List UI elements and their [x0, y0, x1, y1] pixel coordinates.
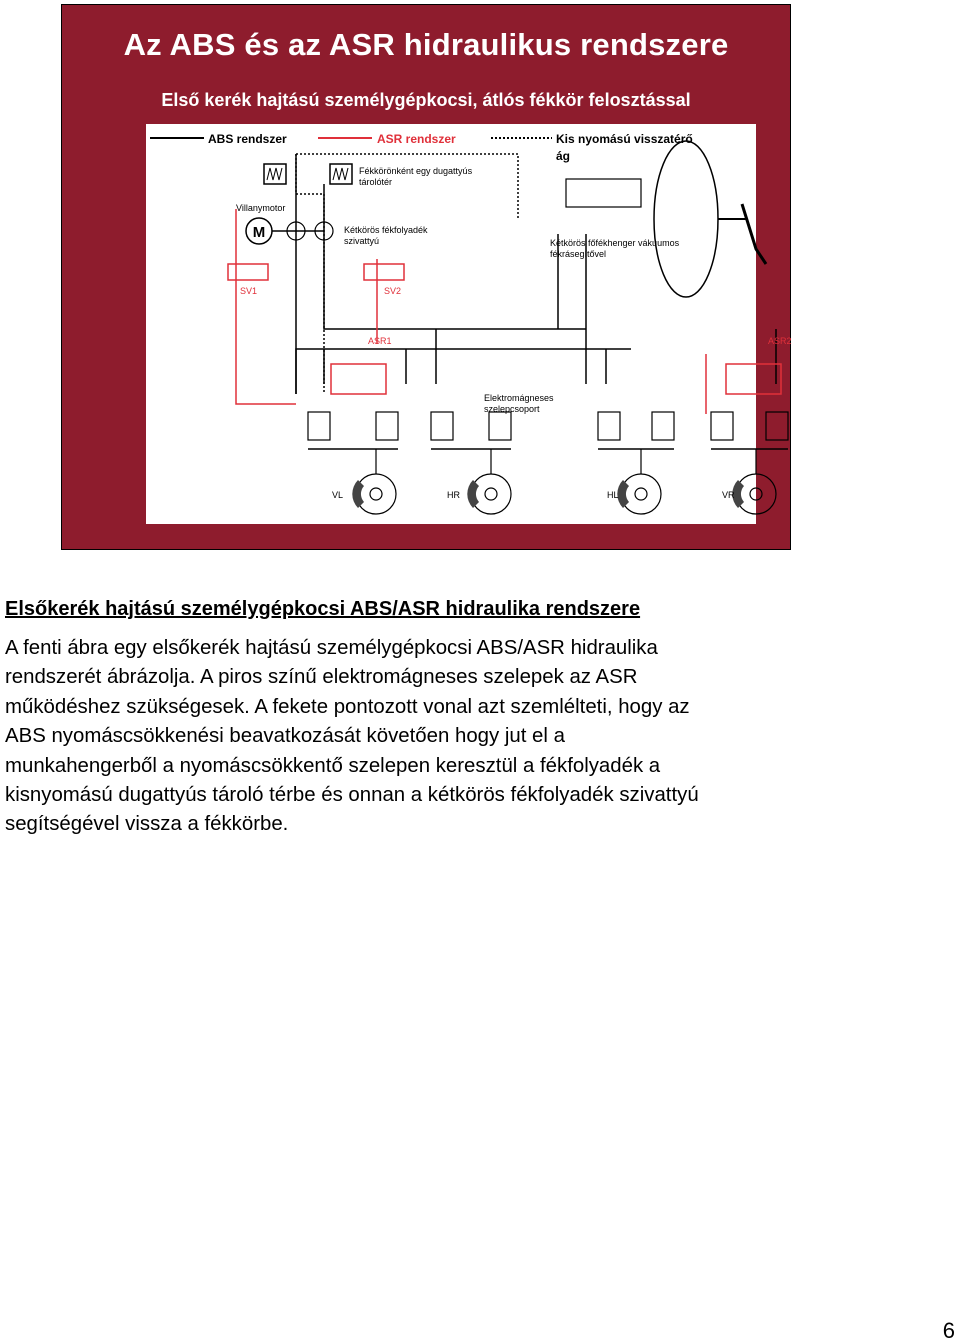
wheel-hr-icon [471, 474, 511, 514]
label-master-cylinder: Kétkörös főfékhenger vákuumos [550, 238, 680, 248]
label-accumulator: Fékkörönként egy dugattyús [359, 166, 473, 176]
body-line: A fenti ábra egy elsőkerék hajtású személygépkocsi ABS/ASR hidraulika [5, 637, 658, 659]
label-asr2: ASR2 [768, 336, 792, 346]
label-accumulator-cont: tárolótér [359, 177, 393, 187]
body-line: ABS nyomáscsökkenési beavatkozását követően hogy jut el a [5, 725, 565, 748]
wheel-vl-icon [356, 474, 396, 514]
brake-caliper-icon [352, 480, 364, 508]
wheel-label-hr: HR [447, 490, 460, 500]
body-line: kisnyomású dugattyús tároló térbe és onnan a kétkörös fékfolyadék szivattyú [5, 784, 699, 807]
hydraulic-diagram [146, 124, 792, 524]
abs-line-circuit1 [324, 184, 586, 329]
solenoid-valve-icon [766, 412, 788, 440]
brake-pedal-icon [742, 204, 766, 264]
label-pump: Kétkörös fékfolyadék [344, 225, 428, 235]
spring-right-icon [333, 168, 348, 180]
legend-return-cont: ág [556, 149, 571, 163]
slide [61, 4, 791, 550]
solenoid-valve-icon [489, 412, 511, 440]
solenoid-valve-icon [376, 412, 398, 440]
hydraulic-diagram-svg [146, 124, 792, 524]
slide-title: Az ABS és az ASR hidraulikus rendszere [123, 27, 729, 62]
sv2-valve-icon [364, 264, 404, 280]
label-sv2: SV2 [384, 286, 402, 296]
return-line-b [296, 154, 324, 374]
brake-caliper-icon [467, 480, 479, 508]
label-pump-cont: szivattyú [344, 236, 380, 246]
wheel-vr-icon [736, 474, 776, 514]
label-solenoid-group: Elektromágneses [484, 393, 554, 403]
wheel-hl-icon [621, 474, 661, 514]
legend-asr: ASR rendszer [377, 132, 456, 146]
label-motor: Villanymotor [236, 203, 286, 213]
brake-caliper-icon [617, 480, 629, 508]
body-text [5, 634, 885, 840]
body-line: rendszerét ábrázolja. A piros színű elektromágneses szelepek az ASR [5, 666, 638, 689]
wheel-label-hl: HL [607, 490, 619, 500]
label-asr1: ASR1 [368, 336, 392, 346]
abs-line-circuit2 [296, 349, 631, 394]
legend-abs: ABS rendszer [208, 132, 287, 146]
sv1-valve-icon [228, 264, 268, 280]
body-line: működéshez szükségesek. A fekete pontozott vonal azt szemlélteti, hogy az [5, 695, 690, 718]
solenoid-valve-icon [711, 412, 733, 440]
wheel-label-vr: VR [722, 490, 735, 500]
body-line: segítségével vissza a fékkörbe. [5, 813, 289, 836]
wheel-vl-hub [370, 488, 382, 500]
solenoid-valve-icon [598, 412, 620, 440]
solenoid-valve-icon [652, 412, 674, 440]
solenoid-valve-icon [431, 412, 453, 440]
body-line: munkahengerből a nyomáscsökkentő szelepen keresztül a fékfolyadék a [5, 754, 661, 777]
section-heading: Elsőkerék hajtású személygépkocsi ABS/ASR hidraulika rendszere [5, 598, 641, 620]
asr2-valve-icon [726, 364, 781, 394]
wheel-vr-hub [750, 488, 762, 500]
vacuum-booster-icon [654, 141, 718, 297]
label-solenoid-group-cont: szelepcsoport [484, 404, 540, 414]
label-master-cylinder-cont: fékrásegítővel [550, 249, 607, 259]
legend-return: Kis nyomású visszatérő [556, 132, 693, 146]
wheel-hl-hub [635, 488, 647, 500]
label-sv1: SV1 [240, 286, 258, 296]
asr-line-left [236, 209, 296, 404]
page-number: 6 [942, 1318, 955, 1343]
wheel-hr-hub [485, 488, 497, 500]
asr1-valve-icon [331, 364, 386, 394]
wheel-label-vl: VL [332, 490, 344, 500]
solenoid-valve-icon [308, 412, 330, 440]
slide-subtitle: Első kerék hajtású személygépkocsi, átlós fékkör felosztással [161, 90, 691, 110]
spring-left-icon [267, 168, 282, 180]
master-cylinder-icon [566, 179, 641, 207]
motor-symbol: M [252, 224, 266, 241]
